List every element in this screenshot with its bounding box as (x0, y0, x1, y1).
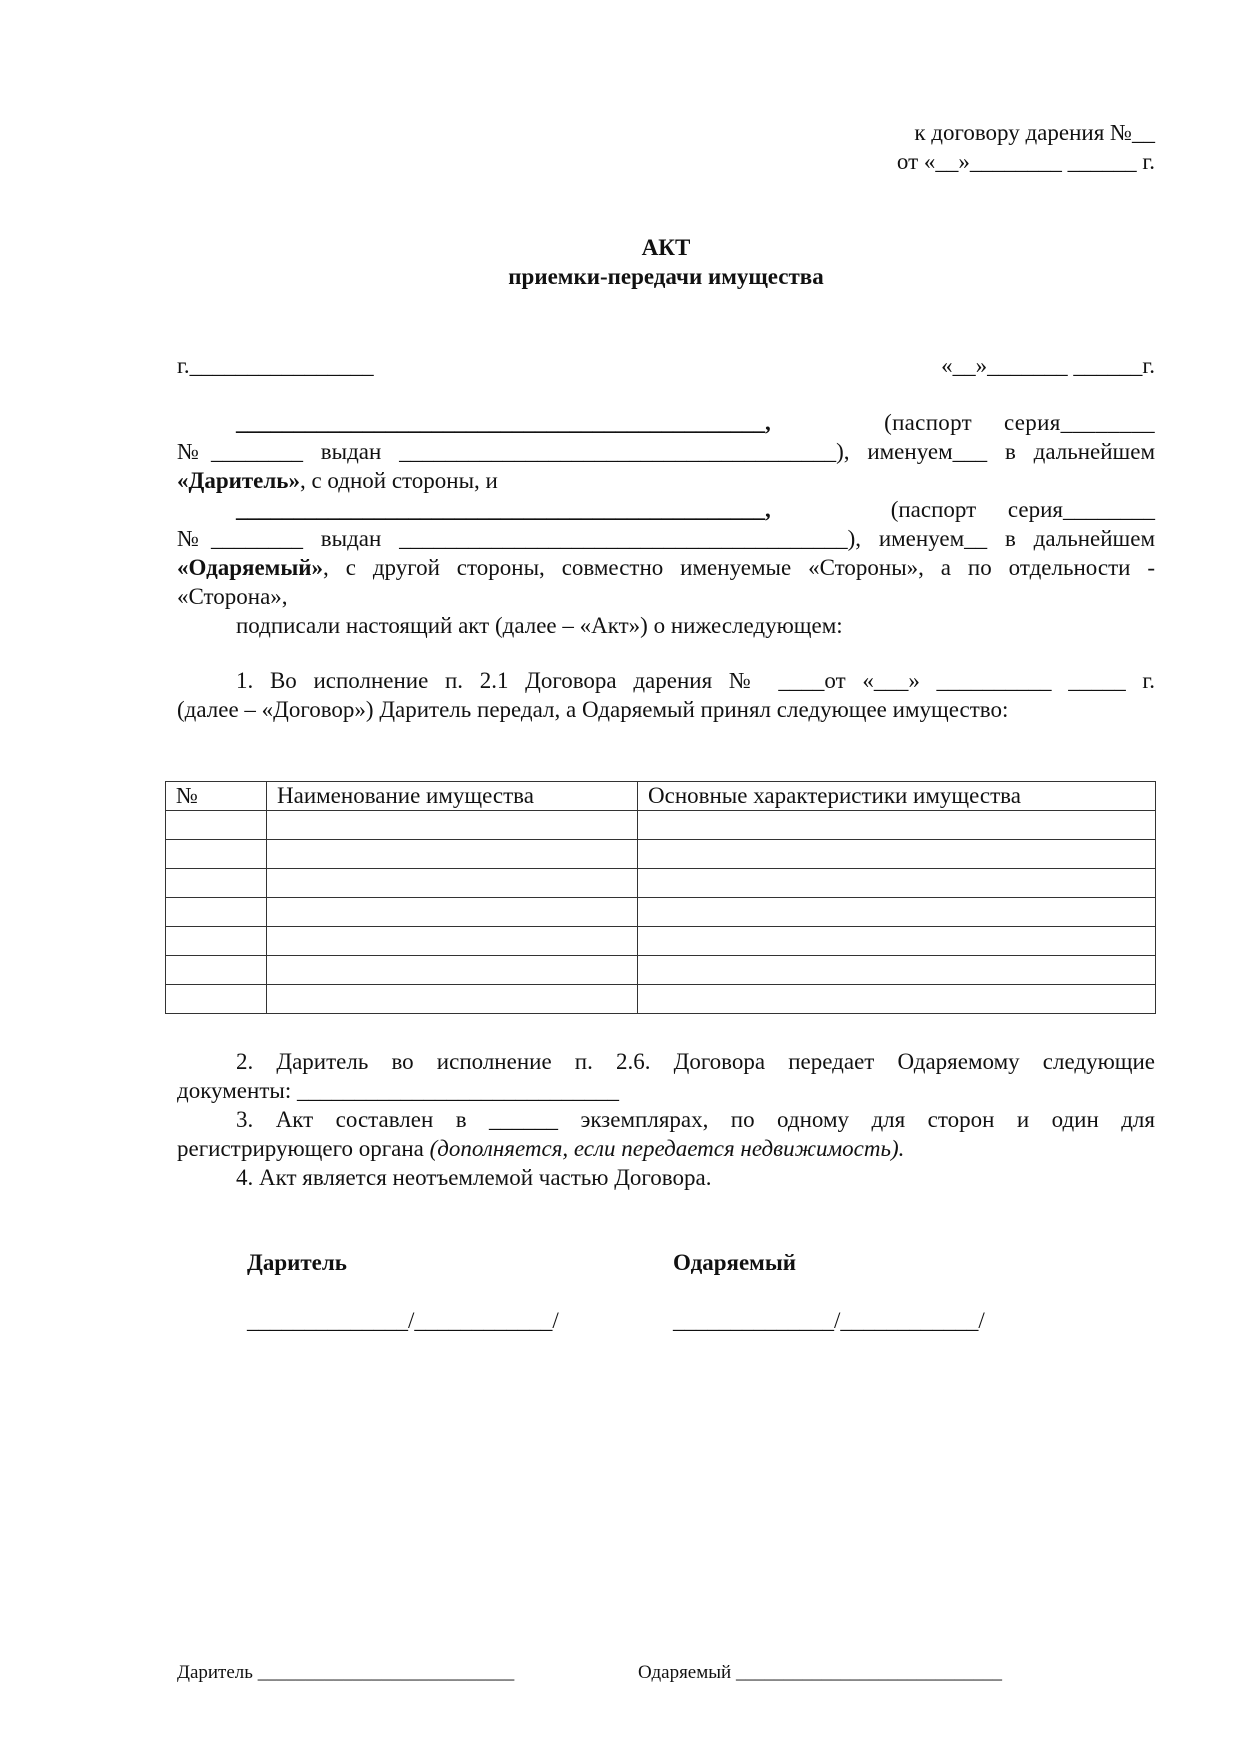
document-title: АКТ (641, 235, 691, 260)
donor-role-line (177, 466, 1155, 495)
donee-role-label: «Одаряемый» (177, 555, 324, 580)
table-header-name: Наименование имущества (267, 782, 638, 811)
table-row (166, 956, 1156, 985)
place-city: г.________________ (177, 353, 374, 378)
donee-role-rest: , с другой стороны, совместно именуемые «Стороны», а по отдельности - (323, 555, 1155, 580)
clause-2-line-1: 2. Даритель во исполнение п. 2.6. Договора передает Одаряемому следующие (236, 1049, 1155, 1074)
table-cell (267, 927, 638, 956)
table-cell (638, 956, 1156, 985)
table-row (166, 927, 1156, 956)
table-cell (638, 811, 1156, 840)
donee-role-line (177, 553, 1155, 582)
donor-role-rest: , с одной стороны, и (299, 468, 498, 493)
table-row (166, 811, 1156, 840)
donor-signature-label: Даритель (247, 1250, 347, 1275)
document-subtitle: приемки-передачи имущества (508, 264, 824, 289)
table-cell (166, 956, 267, 985)
table-cell (166, 811, 267, 840)
footer-donee-label: Одаряемый (638, 1662, 732, 1683)
table-cell (638, 927, 1156, 956)
donee-name-line: ______________________________________________, (236, 497, 771, 522)
table-cell (267, 956, 638, 985)
clause-3-note: (дополняется, если передается недвижимость). (429, 1136, 905, 1161)
table-cell (166, 985, 267, 1014)
table-cell (638, 985, 1156, 1014)
donor-name-line: ______________________________________________, (236, 410, 771, 435)
clause-4 (177, 1163, 1155, 1192)
place-date: «__»_______ ______г. (941, 353, 1155, 378)
clause-3-line-2 (177, 1134, 1155, 1163)
donee-passport: (паспорт серия________ (890, 497, 1155, 522)
clause-4-line-1: 4. Акт является неотъемлемой частью Договора. (236, 1165, 712, 1190)
table-row (166, 985, 1156, 1014)
clause-1-line-1: 1. Во исполнение п. 2.1 Договора дарения № ____от «___» __________ _____ г. (236, 668, 1155, 693)
table-cell (166, 840, 267, 869)
clause-2-line-2: документы: ____________________________ (177, 1078, 619, 1103)
table-cell (166, 927, 267, 956)
table-row (166, 840, 1156, 869)
donor-signature-line: ______________/____________/ (247, 1308, 559, 1333)
table-cell (267, 840, 638, 869)
table-header-row (166, 782, 1156, 811)
donee-issued-line: №________ выдан _______________________________________), именуем__ в дальнейшем (177, 526, 1155, 551)
table-cell (267, 985, 638, 1014)
clause-3-text: регистрирующего органа (177, 1136, 430, 1161)
table-row (166, 898, 1156, 927)
footer-donor-line: ___________________________ (257, 1662, 515, 1683)
table-cell (267, 898, 638, 927)
table-cell (166, 869, 267, 898)
table-cell (638, 840, 1156, 869)
donor-issued-line: №________ выдан ______________________________________), именуем___ в дальнейшем (177, 439, 1155, 464)
donee-signature-label: Одаряемый (673, 1250, 797, 1275)
footer-donee-line: ____________________________ (735, 1662, 1002, 1683)
footer-donor-label: Даритель (177, 1662, 253, 1683)
donor-passport: (паспорт серия________ (884, 410, 1155, 435)
footer-donor (177, 1661, 514, 1685)
property-table (165, 781, 1156, 1014)
table-header-characteristics: Основные характеристики имущества (638, 782, 1156, 811)
clause-1 (177, 666, 1155, 724)
clause-2 (177, 1047, 1155, 1105)
table-header-number: № (166, 782, 267, 811)
table-row (166, 869, 1156, 898)
table-cell (166, 898, 267, 927)
signed-line: подписали настоящий акт (далее – «Акт») о нижеследующем: (236, 613, 843, 638)
table-cell (267, 869, 638, 898)
table-cell (267, 811, 638, 840)
header-date-line: от «__»________ ______ г. (896, 149, 1155, 174)
clause-3-line-1: 3. Акт составлен в ______ экземплярах, по одному для сторон и один для (236, 1107, 1155, 1132)
table-cell (638, 869, 1156, 898)
table-cell (638, 898, 1156, 927)
donor-role-label: «Даритель» (177, 468, 300, 493)
header-ref-line: к договору дарения №__ (914, 120, 1155, 145)
clause-1-line-2: (далее – «Договор») Даритель передал, а Одаряемый принял следующее имущество: (177, 697, 1009, 722)
parties-block (177, 408, 1155, 640)
footer-donee (638, 1661, 1002, 1685)
side-line: «Сторона», (177, 584, 288, 609)
donee-signature-line: ______________/____________/ (673, 1308, 985, 1333)
clause-3 (177, 1105, 1155, 1163)
